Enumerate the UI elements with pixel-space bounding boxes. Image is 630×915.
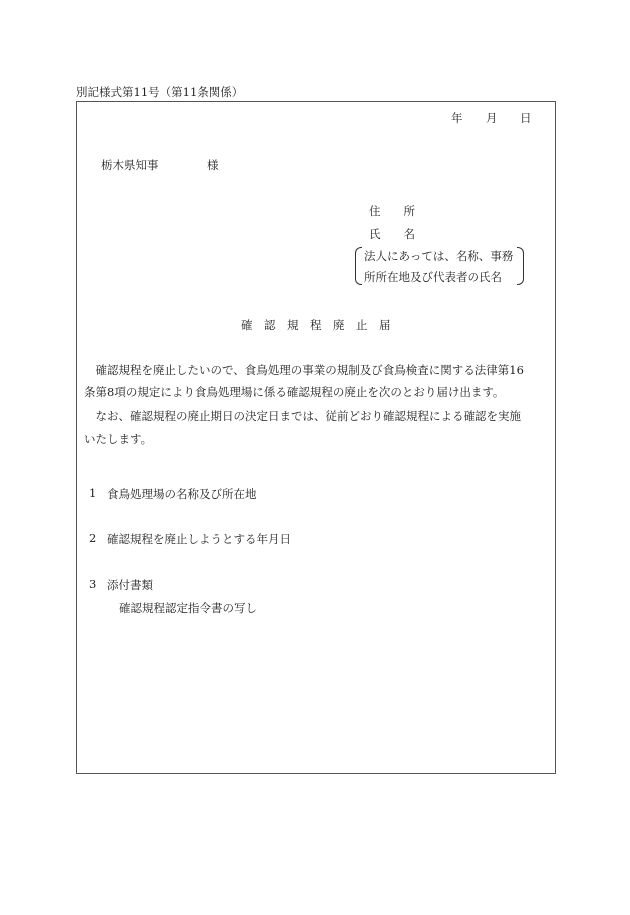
body-paragraph-line3: なお、確認規程の廃止期日の決定日までは、従前どおり確認規程による確認を実施 [84,409,521,423]
body-paragraph-line4: いたします。 [84,432,153,446]
date-year-label: 年 [451,111,463,125]
item-label: 添付書類 [107,578,153,592]
addressee-name: 栃木県知事 [101,158,159,172]
date-day-label: 日 [520,111,532,125]
attachment-detail: 確認規程認定指令書の写し [119,601,257,615]
item-label: 食鳥処理場の名称及び所在地 [107,487,257,501]
addressee-honorific: 様 [207,158,219,172]
date-month-label: 月 [486,111,498,125]
address-label: 住 所 [369,204,415,218]
document-title: 確 認 規 程 廃 止 届 [241,318,391,332]
body-paragraph-line2: 条第8項の規定により食鳥処理場に係る確認規程の廃止を次のとおり届け出ます。 [84,385,505,399]
item-number: 3 [89,577,97,591]
left-bracket [355,247,362,285]
item-label: 確認規程を廃止しようとする年月日 [107,532,291,546]
item-number: 2 [89,531,97,545]
item-number: 1 [89,486,97,500]
name-label: 氏 名 [369,227,415,241]
body-paragraph-line1: 確認規程を廃止したいので、食鳥処理の事業の規制及び食鳥検査に関する法律第16 [84,363,524,377]
right-bracket [517,247,524,285]
corporate-note-line2: 所所在地及び代表者の氏名 [364,270,502,284]
form-number-label: 別記様式第11号（第11条関係） [76,85,244,99]
corporate-note-line1: 法人にあっては、名称、事務 [364,249,514,263]
